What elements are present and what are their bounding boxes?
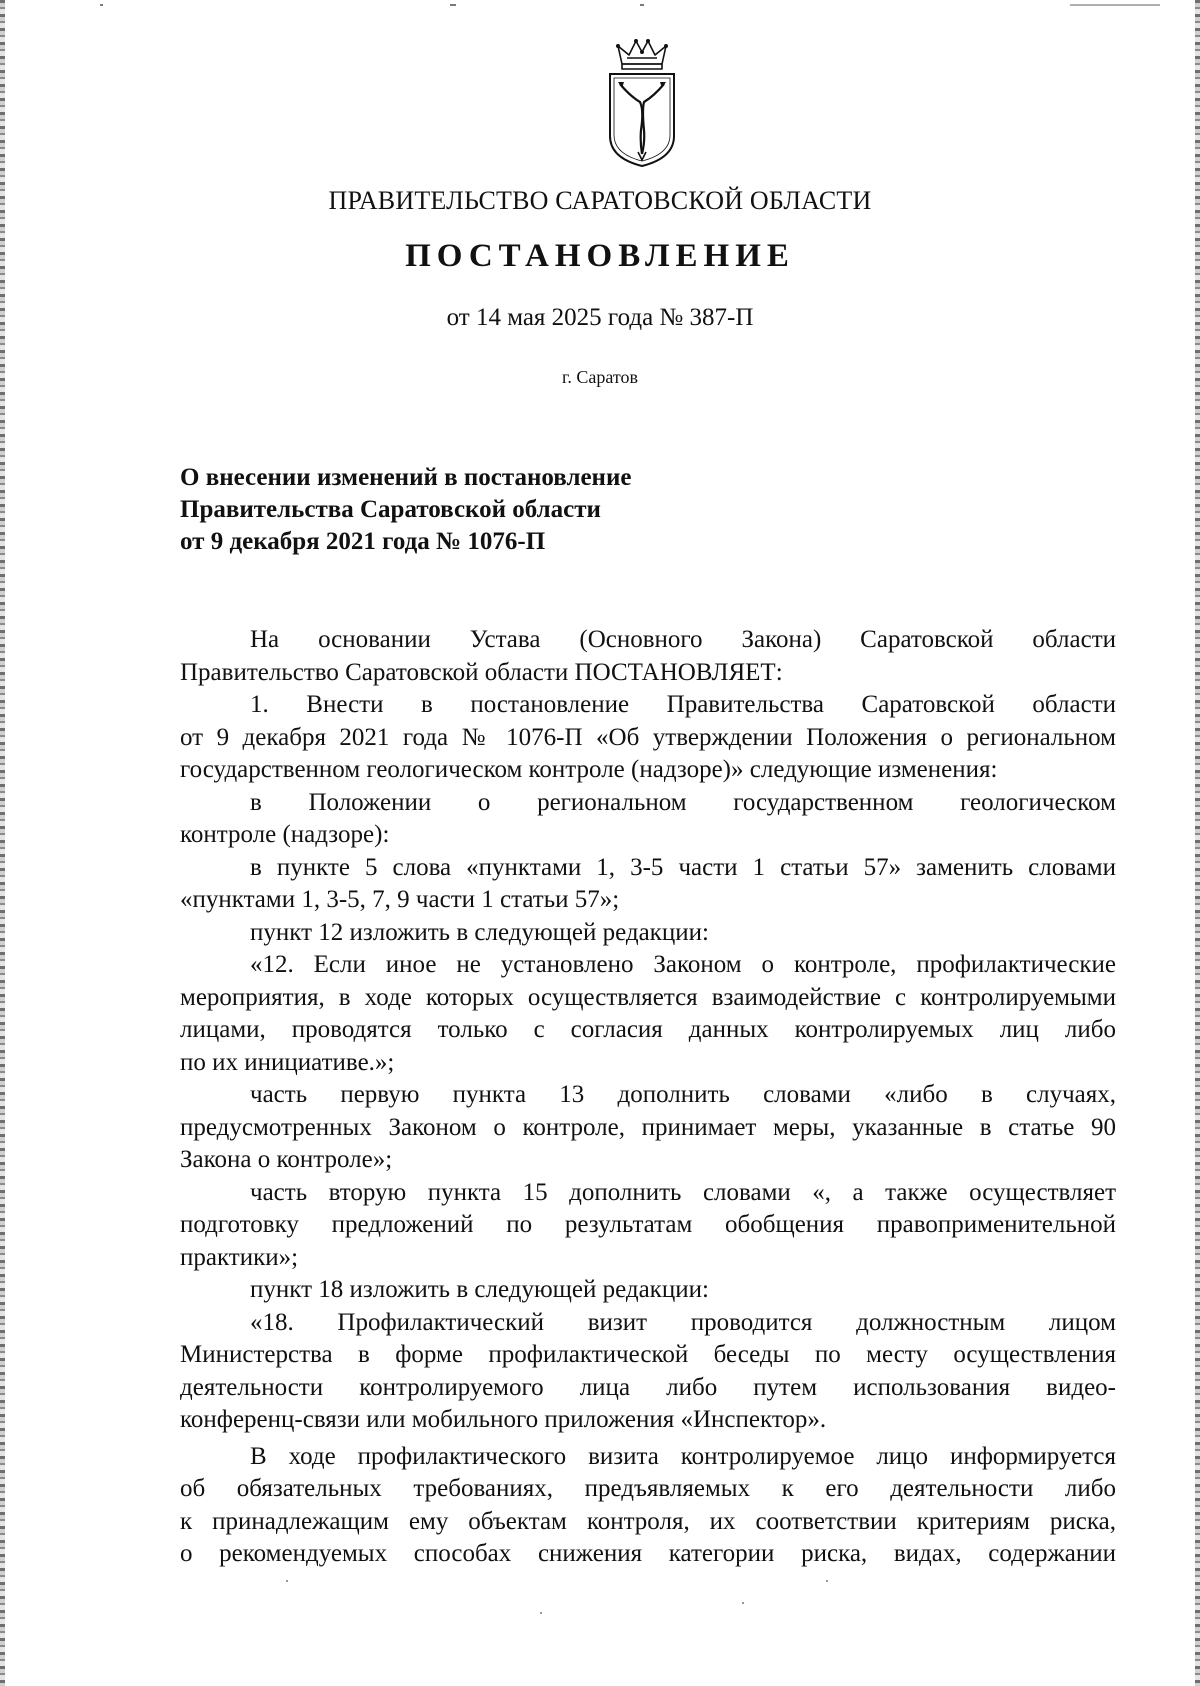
- body-line: часть вторую пункта 15 дополнить словами «, а также осуществляет: [250, 1178, 1116, 1206]
- body-line: мероприятия, в ходе которых осуществляется взаимодействие с контролируемыми: [180, 983, 1116, 1011]
- body-line: по их инициативе.»;: [180, 1048, 395, 1076]
- body-line: государственном геологическом контроле (надзоре)» следующие изменения:: [180, 756, 998, 783]
- saratov-coat-of-arms-icon: [600, 38, 684, 168]
- scan-speck: [1070, 4, 1160, 6]
- body-line: лицами, проводятся только с согласия данных контролируемых лиц либо: [180, 1016, 1116, 1043]
- body-line: часть первую пункта 13 дополнить словами «либо в случаях,: [250, 1081, 1116, 1108]
- body-line: о рекомендуемых способах снижения категории риска, видах, содержании: [180, 1540, 1116, 1567]
- body-line: в Положении о региональном государственном геологическом: [250, 788, 1116, 816]
- document-title: [180, 462, 860, 558]
- body-line: Правительство Саратовской области ПОСТАНОВЛЯЕТ:: [180, 658, 783, 686]
- title-line: Правительства Саратовской области: [180, 496, 601, 523]
- body-line: практики»;: [180, 1243, 299, 1271]
- scan-speck: [450, 4, 456, 6]
- body-line: пункт 12 изложить в следующей редакции:: [250, 918, 709, 946]
- body-line: Закона о контроле»;: [180, 1146, 393, 1173]
- document-type: ПОСТАНОВЛЕНИЕ: [405, 238, 795, 274]
- body-line: В ходе профилактического визита контролируемое лицо информируется: [250, 1442, 1116, 1470]
- body-line: в пункте 5 слова «пунктами 1, 3-5 части 1 статьи 57» заменить словами: [250, 853, 1116, 881]
- scan-speck: [640, 4, 644, 6]
- body-line: предусмотренных Законом о контроле, принимает меры, указанные в статье 90: [180, 1113, 1116, 1141]
- body-line: об обязательных требованиях, предъявляемых к его деятельности либо: [180, 1475, 1116, 1502]
- title-line: О внесении изменений в постановление: [180, 464, 632, 491]
- scan-dot: [540, 1612, 542, 1614]
- body-line: деятельности контролируемого лица либо путем использования видео-: [180, 1373, 1116, 1401]
- body-line: «пунктами 1, 3-5, 7, 9 части 1 статьи 57»;: [180, 886, 620, 913]
- title-line: от 9 декабря 2021 года № 1076-П: [180, 528, 546, 555]
- document-city: г. Саратов: [562, 367, 638, 387]
- body-line: пункт 18 изложить в следующей редакции:: [250, 1276, 709, 1303]
- scan-dot: [826, 1580, 828, 1582]
- document-body: [180, 624, 1116, 1571]
- document-date-number: от 14 мая 2025 года № 387-П: [446, 304, 754, 331]
- scan-dot: [742, 1602, 744, 1604]
- scan-dot: [286, 1580, 288, 1582]
- body-line: 1. Внести в постановление Правительства Саратовской области: [250, 691, 1116, 718]
- body-line: «18. Профилактический визит проводится должностным лицом: [250, 1308, 1116, 1336]
- scan-speck: [100, 4, 103, 6]
- body-line: Министерства в форме профилактической беседы по месту осуществления: [180, 1341, 1116, 1368]
- body-line: от 9 декабря 2021 года № 1076-П «Об утверждении Положения о региональном: [180, 723, 1116, 751]
- issuing-authority: ПРАВИТЕЛЬСТВО САРАТОВСКОЙ ОБЛАСТИ: [328, 186, 872, 215]
- body-line: контроле (надзоре):: [180, 821, 390, 848]
- body-line: На основании Устава (Основного Закона) Саратовской области: [250, 626, 1116, 653]
- body-line: конференц-связи или мобильного приложения «Инспектор».: [180, 1406, 827, 1433]
- body-line: «12. Если иное не установлено Законом о контроле, профилактические: [250, 951, 1116, 978]
- body-line: к принадлежащим ему объектам контроля, их соответствии критериям риска,: [180, 1507, 1116, 1535]
- body-line: подготовку предложений по результатам обобщения правоприменительной: [180, 1211, 1116, 1238]
